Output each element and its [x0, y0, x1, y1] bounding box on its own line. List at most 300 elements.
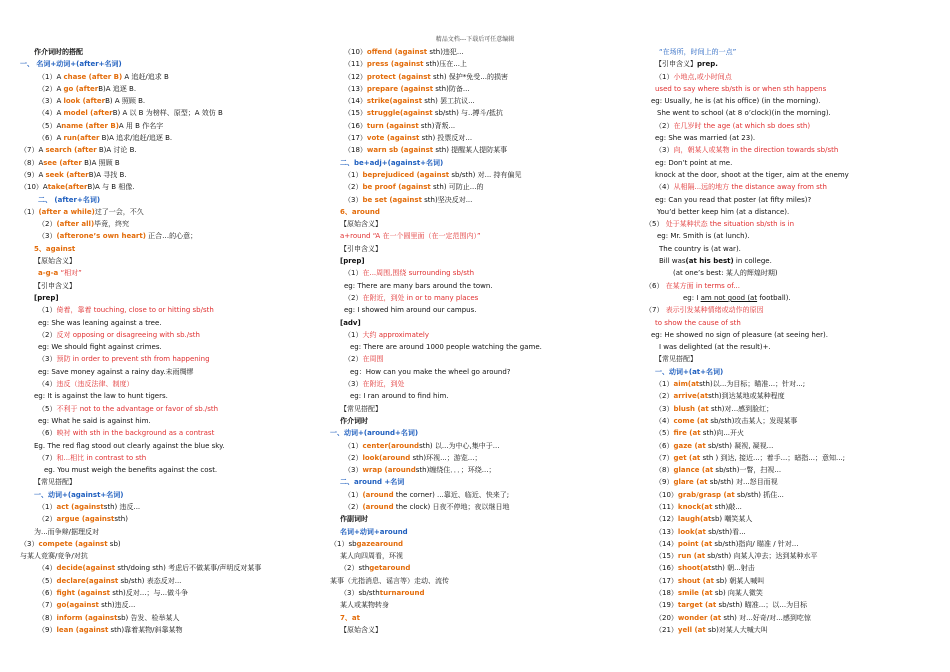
- text-segment: 【引申含义】: [655, 60, 697, 69]
- text-segment: sb) 告发、检举某人: [117, 613, 180, 622]
- text-line: [20, 181, 325, 193]
- text-segment: fire (at: [673, 429, 701, 438]
- text-segment: （13）: [344, 84, 367, 93]
- text-line: [645, 144, 945, 156]
- text-segment: B)A 追求/追赶/追逐 B.: [99, 134, 173, 143]
- text-segment: sth)到达某地或某种程度: [708, 392, 785, 401]
- text-segment: [prep]: [340, 257, 365, 266]
- text-segment: 和...相比 in contrast to sth: [56, 453, 147, 462]
- text-segment: (after a while): [38, 207, 95, 216]
- text-segment: 在几岁时 the age (at which sb does sth): [673, 121, 811, 130]
- text-line: [20, 452, 325, 464]
- text-segment: sb/sth) 瞄准...；以...为目标: [716, 601, 808, 610]
- text-segment: （10）A: [20, 183, 48, 192]
- text-segment: sth)背叛...: [418, 121, 456, 130]
- text-line: [20, 353, 325, 365]
- text-segment: sth) 对...好奇/对...感到吃惊: [721, 613, 811, 622]
- text-line: [645, 107, 945, 119]
- text-line: [645, 562, 945, 574]
- text-segment: （2）: [38, 515, 57, 524]
- text-line: [20, 280, 325, 292]
- text-segment: yell (at: [677, 625, 706, 634]
- text-segment: （14）: [655, 539, 678, 548]
- text-segment: sth)以...为目标；瞄准...；针对...;: [699, 380, 806, 389]
- text-line: [645, 427, 945, 439]
- text-segment: 正合…的心意；: [145, 232, 198, 241]
- text-segment: eg: Save money against a rainy day.未雨绸缪: [38, 367, 194, 376]
- text-segment: model (after: [63, 109, 113, 118]
- text-segment: declare(against: [56, 576, 119, 585]
- text-line: [20, 267, 325, 279]
- text-segment: （3）: [344, 380, 363, 389]
- text-line: [645, 218, 945, 230]
- text-segment: be proof (against: [362, 183, 431, 192]
- text-segment: look(around: [362, 453, 411, 462]
- text-line: [20, 46, 325, 58]
- text-segment: （1）sb: [330, 539, 357, 548]
- text-segment: laugh(at: [677, 515, 712, 524]
- text-line: [330, 46, 630, 58]
- text-segment: （8）: [655, 466, 674, 475]
- text-segment: 一、动词+(at+名词): [655, 367, 724, 376]
- text-segment: 向，朝某人或某物 in the direction towards sb/sth: [673, 146, 839, 155]
- text-segment: 大约 approximately: [362, 330, 429, 339]
- text-segment: （2）: [344, 502, 363, 511]
- text-segment: 二、be+adj+(against+名词): [340, 158, 444, 167]
- text-segment: sth) 投票反对...: [419, 134, 473, 143]
- text-line: [645, 599, 945, 611]
- text-segment: eg: She was married (at 23).: [655, 134, 756, 143]
- text-line: [330, 95, 630, 107]
- text-segment: （3）: [655, 146, 674, 155]
- text-segment: （7）A: [20, 146, 46, 155]
- text-segment: 在附近，到处 in or to many places: [362, 293, 479, 302]
- text-segment: the corner) ...靠近、临近、快来了;: [393, 490, 510, 499]
- text-segment: （7）: [38, 453, 57, 462]
- text-segment: （5）: [655, 429, 674, 438]
- text-line: [330, 317, 630, 329]
- text-segment: am not good (at: [700, 293, 758, 302]
- text-line: [330, 132, 630, 144]
- text-segment: sb/sth) 凝视, 凝视...: [705, 441, 774, 450]
- text-segment: aim(at: [673, 380, 700, 389]
- text-line: [20, 329, 325, 341]
- text-segment: 过了一会，不久: [94, 207, 144, 216]
- text-line: [330, 58, 630, 70]
- text-segment: offend (against: [366, 48, 428, 56]
- text-line: [330, 415, 630, 427]
- text-segment: A 用 B 作名字: [118, 121, 164, 130]
- text-line: [330, 353, 630, 365]
- text-segment: warn sb (against: [366, 146, 434, 155]
- text-line: [645, 378, 945, 390]
- text-segment: （3）: [344, 195, 363, 204]
- text-segment: protect (against: [366, 72, 431, 81]
- text-segment: 【常见搭配】: [655, 355, 697, 364]
- text-segment: shoot(at: [677, 564, 712, 573]
- text-line: [20, 489, 325, 501]
- text-line: [645, 390, 945, 402]
- text-line: [645, 403, 945, 415]
- text-segment: run(after: [63, 134, 100, 143]
- text-segment: 名词+动词+around: [340, 527, 408, 536]
- text-segment: sb)对某人大喊大叫: [705, 625, 768, 634]
- text-segment: 【原始含义】: [340, 625, 382, 634]
- text-segment: 反对 opposing or disagreeing with sb./sth: [56, 330, 200, 339]
- text-segment: （2）: [38, 220, 57, 229]
- text-line: [645, 304, 945, 316]
- text-line: [20, 526, 325, 538]
- text-segment: sth)违犯...: [427, 48, 464, 56]
- text-segment: (after all): [56, 220, 95, 229]
- text-segment: B) A 以 B 为榜样、原型；A 效仿 B: [112, 109, 223, 118]
- text-segment: sb/sth)看...: [705, 527, 746, 536]
- text-segment: vote (against: [366, 134, 420, 143]
- text-segment: sb) 嘲笑某人: [711, 515, 753, 524]
- page-header: 精品文档---下载后可任意编辑: [435, 36, 515, 43]
- text-segment: see (after: [43, 158, 82, 167]
- text-line: [330, 464, 630, 476]
- text-line: [645, 169, 945, 181]
- text-segment: 不利于 not to the advantage or favor of sb./sth: [56, 404, 219, 413]
- text-segment: sth)压在...上: [423, 60, 467, 69]
- text-segment: 【常见搭配】: [340, 404, 382, 413]
- text-segment: wrap (around: [362, 466, 416, 475]
- text-segment: a-g-a: [38, 269, 59, 278]
- text-segment: 【原始含义】: [34, 257, 76, 266]
- text-segment: sth)坚决反对...: [421, 195, 473, 204]
- text-line: [645, 206, 945, 218]
- text-line: [20, 71, 325, 83]
- text-segment: (at his best): [685, 257, 734, 266]
- text-segment: (at one’s best: 某人的辉煌时期): [673, 269, 778, 278]
- text-line: [645, 194, 945, 206]
- text-line: [645, 353, 945, 365]
- text-line: [20, 107, 325, 119]
- text-line: [20, 218, 325, 230]
- text-segment: eg: I ran around to find him.: [350, 392, 449, 401]
- text-segment: 某人向四周看，环视: [340, 552, 403, 561]
- text-line: [330, 329, 630, 341]
- text-line: [330, 624, 630, 636]
- text-line: [330, 427, 630, 439]
- text-segment: 在某方面 in terms of...: [665, 281, 740, 290]
- text-line: [20, 390, 325, 402]
- text-segment: be set (against: [362, 195, 422, 204]
- text-segment: turn (against: [366, 121, 419, 130]
- text-segment: 【引申含义】: [340, 244, 382, 253]
- text-line: [20, 612, 325, 624]
- text-segment: 某事（尤指消息、谣言等）走动、流传: [330, 576, 449, 585]
- text-segment: （9）A: [20, 170, 46, 179]
- text-segment: You’d better keep him (at a distance).: [657, 207, 790, 216]
- text-segment: come (at: [673, 416, 709, 425]
- text-line: [645, 501, 945, 513]
- text-line: [330, 218, 630, 230]
- text-segment: （2）: [344, 293, 363, 302]
- text-segment: （3）: [38, 355, 57, 364]
- text-segment: （4）A: [38, 109, 64, 118]
- text-line: [645, 317, 945, 329]
- text-segment: （1）: [344, 330, 363, 339]
- text-line: [645, 157, 945, 169]
- text-segment: 倚着，靠着 touching, close to or hitting sb/sth: [56, 306, 214, 315]
- text-line: [330, 194, 630, 206]
- text-segment: used to say where sb/sth is or when sth happens: [655, 84, 827, 93]
- text-segment: strike(against: [366, 97, 423, 106]
- text-segment: sb/sth) 对... 持有偏见: [449, 170, 522, 179]
- text-segment: in college.: [733, 257, 772, 266]
- text-line: [645, 624, 945, 636]
- text-line: [645, 58, 945, 70]
- text-line: [330, 120, 630, 132]
- text-segment: lean (against: [56, 625, 109, 634]
- text-segment: （7）: [655, 453, 674, 462]
- text-line: [645, 267, 945, 279]
- text-line: [20, 206, 325, 218]
- text-line: [20, 243, 325, 255]
- text-segment: prep.: [697, 60, 718, 69]
- text-line: [645, 341, 945, 353]
- text-segment: getaround: [369, 564, 411, 573]
- text-line: [645, 95, 945, 107]
- text-segment: prepare (against: [366, 84, 434, 93]
- text-segment: B)A 寻找 B.: [88, 170, 127, 179]
- text-segment: grab/grasp (at: [677, 490, 735, 499]
- text-segment: eg：How can you make the wheel go around?: [350, 367, 511, 376]
- text-segment: eg: What he said is against him.: [38, 416, 151, 425]
- text-line: [330, 157, 630, 169]
- text-line: [20, 58, 325, 70]
- text-segment: （6）: [38, 429, 57, 438]
- text-line: [330, 366, 630, 378]
- text-segment: （4）: [655, 183, 674, 192]
- text-segment: （13）: [655, 527, 678, 536]
- text-line: [20, 83, 325, 95]
- text-segment: 违反（违反法律、制度）: [56, 380, 134, 389]
- text-segment: （2）A: [38, 84, 64, 93]
- text-segment: 5、against: [34, 244, 76, 253]
- text-segment: sb): [107, 539, 121, 548]
- text-line: [20, 255, 325, 267]
- text-segment: （12）: [655, 515, 678, 524]
- text-segment: （1）: [38, 306, 57, 315]
- text-segment: 作介词时: [340, 416, 368, 425]
- text-segment: take(after: [47, 183, 88, 192]
- text-segment: （1）: [655, 380, 674, 389]
- text-segment: 作副词时: [340, 515, 368, 524]
- text-segment: eg: Mr. Smith is (at lunch).: [657, 232, 750, 241]
- text-segment: sth) 违反...: [103, 502, 141, 511]
- text-line: [645, 489, 945, 501]
- text-line: [645, 440, 945, 452]
- text-line: [645, 612, 945, 624]
- text-line: [645, 329, 945, 341]
- text-segment: sb/sth)指向/ 瞄准 / 针对...: [712, 539, 799, 548]
- text-line: [645, 550, 945, 562]
- text-line: [20, 415, 325, 427]
- text-line: [645, 513, 945, 525]
- text-segment: wonder (at: [677, 613, 722, 622]
- text-line: [20, 599, 325, 611]
- text-segment: （8）A: [20, 158, 44, 167]
- text-segment: football).: [757, 293, 791, 302]
- text-segment: I was delighted (at the result)+.: [659, 343, 771, 352]
- text-line: [330, 169, 630, 181]
- text-segment: knock(at: [677, 502, 713, 511]
- text-segment: 【常见搭配】: [34, 478, 76, 487]
- text-segment: （1）: [344, 441, 363, 450]
- text-segment: sth)对...感到脸红；: [708, 404, 774, 413]
- text-segment: sb) 朝某人喊叫: [713, 576, 765, 585]
- text-segment: [prep]: [34, 293, 59, 302]
- text-line: [645, 538, 945, 550]
- text-segment: gaze (at: [673, 441, 706, 450]
- text-segment: point (at: [677, 539, 713, 548]
- text-line: [20, 587, 325, 599]
- text-segment: （21）: [655, 625, 678, 634]
- text-segment: Bill was: [659, 257, 686, 266]
- text-line: [20, 366, 325, 378]
- text-segment: （8）: [38, 613, 57, 622]
- text-line: [330, 378, 630, 390]
- text-segment: a+round “A 在一个圆里面（在一定范围内）”: [340, 232, 481, 241]
- text-segment: B)A 照顾 B: [81, 158, 120, 167]
- text-segment: （2）sth: [340, 564, 370, 573]
- text-line: [645, 132, 945, 144]
- text-segment: sb/sth) 向某人冲去；达到某种水平: [705, 552, 818, 561]
- text-segment: eg: Can you read that poster (at fifty miles)?: [655, 195, 812, 204]
- text-segment: arrive(at: [673, 392, 709, 401]
- text-segment: sb/sth)攻击某人；发现某事: [708, 416, 798, 425]
- text-segment: （12）: [344, 72, 367, 81]
- text-segment: sth) 以...为中心,集中于...: [419, 441, 500, 450]
- text-segment: eg: He showed no sign of pleasure (at seeing her).: [651, 330, 829, 339]
- text-segment: shout (at: [677, 576, 714, 585]
- text-line: [20, 440, 325, 452]
- text-segment: （3）: [344, 466, 363, 475]
- text-line: [20, 513, 325, 525]
- text-line: [330, 489, 630, 501]
- text-segment: eg: There are many bars around the town.: [344, 281, 493, 290]
- text-line: [330, 144, 630, 156]
- text-segment: sth ) 到达, 接近...；着手...；暗指...；意知...;: [700, 453, 846, 462]
- text-line: [330, 612, 630, 624]
- text-segment: （3）sb/sth: [340, 589, 380, 598]
- text-line: [330, 599, 630, 611]
- text-segment: “在场所，时间上的一点”: [659, 48, 737, 56]
- text-segment: B)A 追逐 B.: [98, 84, 137, 93]
- text-line: [20, 169, 325, 181]
- text-segment: （3）A: [38, 97, 64, 106]
- text-segment: B)A 讨论 B.: [96, 146, 137, 155]
- text-line: [20, 120, 325, 132]
- text-segment: “相对”: [58, 269, 82, 278]
- text-line: [330, 550, 630, 562]
- text-segment: (afterone’s own heart): [56, 232, 146, 241]
- text-segment: （7）: [645, 306, 666, 315]
- text-line: [330, 83, 630, 95]
- text-segment: （9）: [655, 478, 674, 487]
- text-line: [330, 440, 630, 452]
- text-segment: 在...周围,围绕 surrounding sb/sth: [362, 269, 475, 278]
- text-line: [20, 464, 325, 476]
- text-segment: knock at the door, shoot at the tiger, aim at the enemy: [655, 170, 849, 179]
- text-segment: （3）: [20, 539, 39, 548]
- text-segment: sth) 罢工抗议...: [422, 97, 475, 106]
- text-segment: sth)靠着某物/斜靠某物: [108, 625, 183, 634]
- text-line: [20, 427, 325, 439]
- text-segment: go(against: [56, 601, 99, 610]
- text-segment: （2）: [344, 355, 363, 364]
- text-line: [645, 452, 945, 464]
- text-segment: （1）: [344, 170, 363, 179]
- text-segment: （10）: [344, 48, 367, 56]
- text-segment: 一、 名词+动词+(after+名词): [20, 60, 122, 69]
- text-segment: to show the cause of sth: [655, 318, 741, 327]
- text-segment: （1）: [655, 72, 674, 81]
- text-segment: 为...而争辩/据理反对: [34, 527, 100, 536]
- text-segment: 毕竟，终究: [94, 220, 130, 229]
- text-line: [20, 538, 325, 550]
- text-segment: 与某人竞赛/竞争/对抗: [20, 552, 88, 561]
- text-segment: （19）: [655, 601, 678, 610]
- text-segment: decide(against: [56, 564, 116, 573]
- text-line: [330, 71, 630, 83]
- text-line: [645, 464, 945, 476]
- text-segment: eg: There are around 1000 people watching the game.: [350, 343, 542, 352]
- text-line: [645, 526, 945, 538]
- text-segment: （1）: [20, 207, 39, 216]
- text-line: [330, 280, 630, 292]
- text-line: [645, 587, 945, 599]
- text-segment: sb/sth) 抓住...: [734, 490, 784, 499]
- text-segment: （20）: [655, 613, 678, 622]
- text-line: [645, 230, 945, 242]
- column-left: [20, 46, 325, 636]
- text-segment: seek (after: [45, 170, 89, 179]
- text-segment: sth) 保护*免受...的损害: [430, 72, 508, 81]
- text-segment: eg: We should fight against crimes.: [38, 343, 162, 352]
- text-segment: glare (at: [673, 478, 708, 487]
- text-segment: [adv]: [340, 318, 361, 327]
- text-line: [20, 341, 325, 353]
- text-segment: B)A 与 B 相像.: [87, 183, 135, 192]
- text-segment: sb/sth) 与..搏斗/抵抗: [432, 109, 503, 118]
- text-segment: 预防 in order to prevent sth from happening: [56, 355, 210, 364]
- text-line: [20, 292, 325, 304]
- text-line: [330, 230, 630, 242]
- text-line: [330, 304, 630, 316]
- text-segment: sth/doing sth) 考虑后不做某事/声明反对某事: [115, 564, 262, 573]
- text-segment: sth)防备...: [433, 84, 470, 93]
- text-segment: blush (at: [673, 404, 709, 413]
- text-line: [330, 243, 630, 255]
- text-line: [330, 476, 630, 488]
- text-segment: inform (against: [56, 613, 118, 622]
- text-segment: eg: Don’t point at me.: [655, 158, 733, 167]
- text-segment: fight (against: [56, 589, 110, 598]
- text-segment: 在周围: [362, 355, 384, 364]
- text-segment: （1）: [38, 502, 57, 511]
- text-segment: （15）: [655, 552, 678, 561]
- text-line: [330, 526, 630, 538]
- text-line: [330, 206, 630, 218]
- text-segment: target (at: [677, 601, 717, 610]
- text-segment: sth) 可防止...的: [430, 183, 484, 192]
- text-segment: （2）: [344, 453, 363, 462]
- text-segment: （6）: [645, 281, 666, 290]
